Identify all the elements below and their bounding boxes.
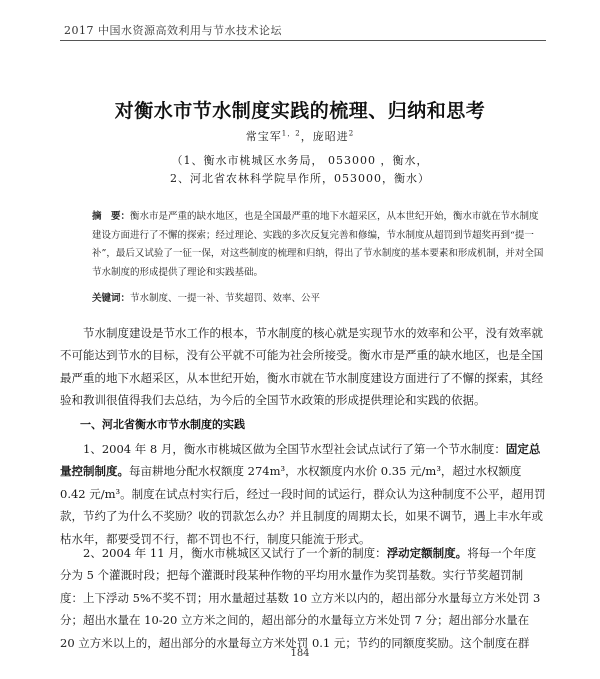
keywords-text: 节水制度、一提一补、节奖超罚、效率、公平 [130,293,321,304]
section-1-heading: 一、河北省衡水市节水制度的实践 [80,418,245,431]
running-header: 2017 中国水资源高效利用与节水技术论坛 [64,24,282,37]
page-number: 184 [290,648,310,659]
paragraph-2-lead: 2、2004 年 11 月，衡水市桃城区又试行了一个新的制度： [83,546,387,560]
paragraph-1-lead-bold: 固定总量控制制度。 [60,442,541,479]
keywords [92,290,544,304]
abstract [92,208,544,282]
affiliation-1: （1、衡水市桃城区水务局， 053000 ，衡水， [171,154,429,167]
body-paragraph-1 [60,438,546,550]
abstract-label: 摘 要： [92,211,131,222]
affiliation-2: 2、河北省农林科学院旱作所，053000，衡水） [170,172,430,185]
paragraph-1-text: 每亩耕地分配水权额度 274m³，水权额度内水价 0.35 元/m³，超过水权额度 0.42 元/m³。制度在试点村实行后，经过一段时间的试运行，群众认为这种制度不公平，超用罚款，节约了为什么不奖励？收的罚款怎么办？并且制度的周期太长，如果不调节，遇上丰水年或枯水年，都要受罚不行，都不罚也不行，制度只能流于形式。 [60,464,546,546]
author-line [0,128,600,144]
header-rule [60,40,546,41]
author-1: 常宝军 [245,130,282,143]
paragraph-2-text: 将每一个年度分为 5 个灌溉时段；把每个灌溉时段某种作物的平均用水量作为奖罚基数。实行节奖超罚制度：上下浮动 5%不奖不罚；用水量超过基数 10 立方米以内的，超出部分水量每立方米处罚 3 分；超出水量在 10-20 立方米之间的，超出部分的水量每立方米处罚 7 分；超出部分水量在 20 立方米以上的，超出部分的水量每立方米处罚 0.1 元；节约的同额度奖励。这个制度在群 [60,546,541,650]
keywords-label: 关键词： [92,293,131,304]
author-separator: ， [300,130,313,143]
author-2: 庞昭进 [312,130,349,143]
paragraph-1-lead: 1、2004 年 8 月，衡水市桃城区做为全国节水型社会试点试行了第一个节水制度： [83,442,506,456]
paragraph-2-lead-bold: 浮动定额制度。 [386,546,468,560]
paper-title: 对衡水市节水制度实践的梳理、归纳和思考 [114,100,486,122]
body-paragraph-2 [60,542,546,654]
author-1-affil-sup: 1，2 [281,129,301,138]
author-2-affil-sup: 2 [348,129,355,138]
abstract-text: 衡水市是严重的缺水地区，也是全国最严重的地下水超采区，从本世纪开始，衡水市就在节水制度建设方面进行了不懈的探索；经过理论、实践的多次反复完善和修编，节水制度从超罚到节超奖再到“提一补”，最后又试验了一征一保，对这些制度的梳理和归纳，得出了节水制度的基本要素和形成机制，并对全国节水制度的形成提供了理论和实践基础。 [92,211,544,278]
intro-paragraph: 节水制度建设是节水工作的根本，节水制度的核心就是实现节水的效率和公平，没有效率就不可能达到节水的目标，没有公平就不可能为社会所接受。衡水市是严重的缺水地区，也是全国最严重的地下水超采区，从本世纪开始，衡水市就在节水制度建设方面进行了不懈的探索，其经验和教训很值得我们去总结，为今后的全国节水政策的形成提供理论和实践的依据。 [60,326,543,408]
